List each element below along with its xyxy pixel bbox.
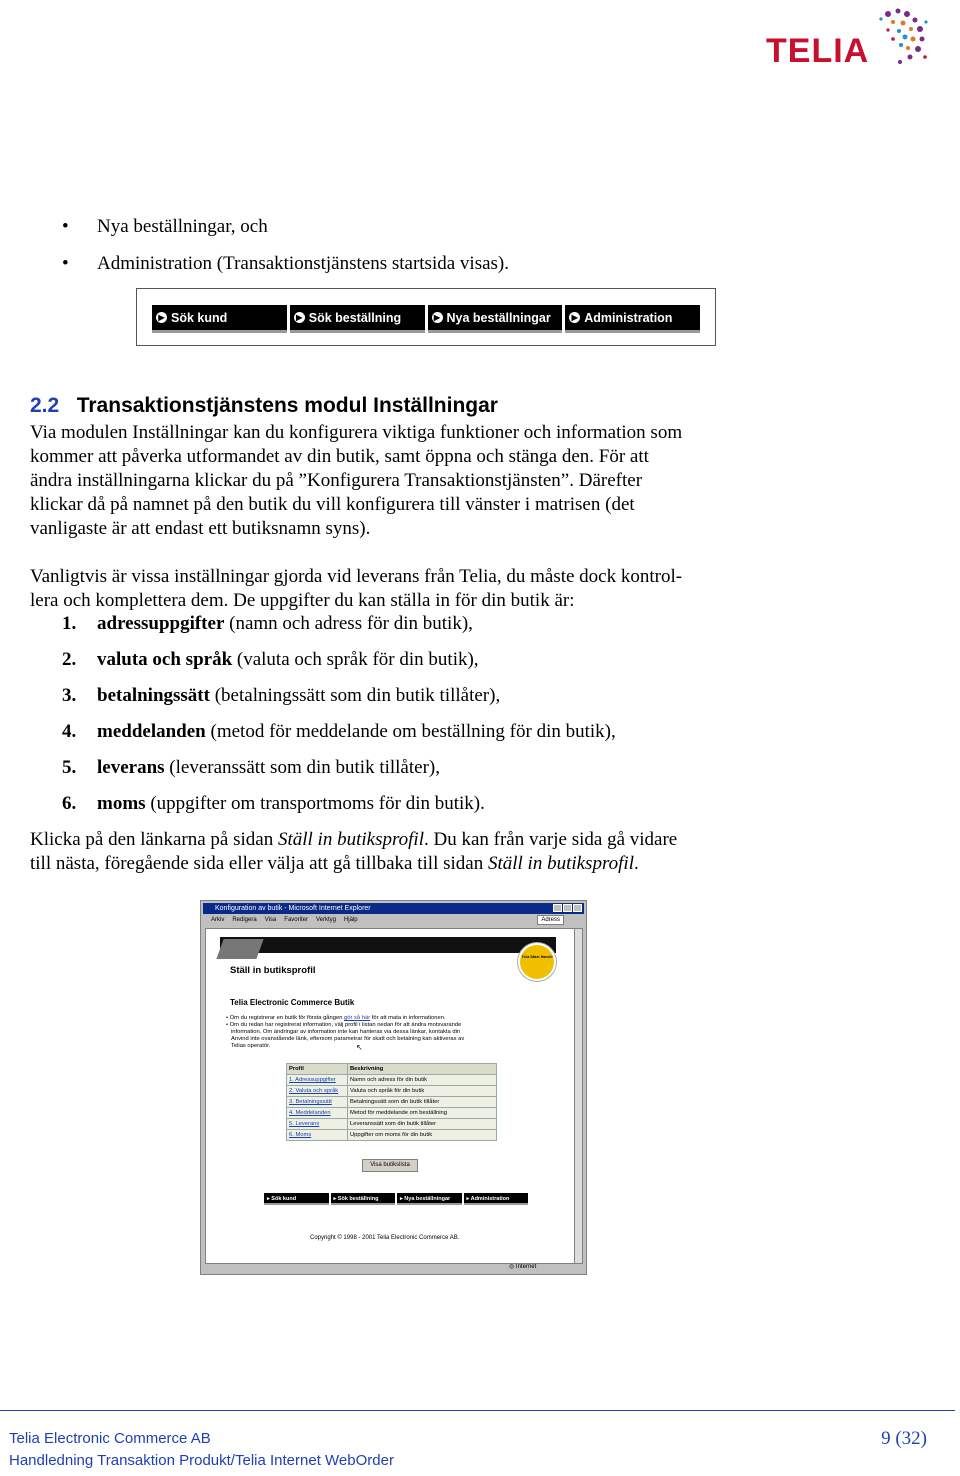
list-term: meddelanden: [97, 721, 206, 742]
status-zone: ◎ Internet: [509, 1264, 537, 1270]
info-line: • Om du registrerar en butik för första gången gör så här för att mata in informationen.: [226, 1015, 446, 1021]
menu-item-verktyg[interactable]: Verktyg: [315, 917, 336, 923]
text-line: vanligaste är att endast ett butiksnamn syns).: [30, 518, 371, 539]
list-desc: (uppgifter om transportmoms för din butik).: [145, 793, 485, 814]
bullet-text: Administration (Transaktionstjänstens startsida visas).: [97, 253, 509, 274]
window-title: Konfiguration av butik - Microsoft Internet Explorer: [215, 905, 371, 912]
text-run: för att mata in informationen.: [370, 1015, 446, 1021]
nav-button-label: Nya beställningar: [446, 310, 551, 325]
browser-status-bar: [203, 1263, 584, 1272]
text-run: Om du redan har registrerat information, välj profil i listan nedan för att ändra motsvarande: [229, 1022, 462, 1028]
table-cell: Metod för meddelande om beställning: [348, 1108, 497, 1119]
nav-button-label: Sök kund: [271, 1196, 297, 1202]
profile-link[interactable]: 1. Adressuppgifter: [287, 1075, 348, 1086]
list-term: leverans: [97, 757, 165, 778]
table-cell: Leveranssätt som din butik tillåter: [348, 1119, 497, 1130]
menu-item-visa[interactable]: Visa: [264, 917, 277, 923]
menu-item-redigera[interactable]: Redigera: [232, 917, 257, 923]
navigation-bar: [152, 305, 700, 333]
page-title: Ställ in butiksprofil: [230, 965, 316, 976]
section-heading: [30, 394, 498, 418]
telia-seal-icon: [518, 943, 556, 981]
footer-company: Telia Electronic Commerce AB: [9, 1430, 211, 1447]
browser-page: [205, 928, 575, 1264]
list-desc: (betalningssätt som din butik tillåter),: [209, 685, 501, 706]
banner-image: [216, 939, 263, 959]
page-reference: Ställ in butiksprofil: [487, 853, 634, 874]
nav-button-label: Sök beställning: [308, 310, 402, 325]
footer-document-title: Handledning Transaktion Produkt/Telia Internet WebOrder: [9, 1452, 394, 1469]
show-shop-list-button[interactable]: Visa butikslista: [362, 1159, 418, 1172]
nav-button-sok-kund[interactable]: [152, 305, 287, 333]
table-row: [287, 1119, 497, 1130]
browser-screenshot: [200, 900, 587, 1275]
list-desc: (leveranssätt som din butik tillåter),: [164, 757, 440, 778]
nav-button-sok-kund[interactable]: ▸ Sök kund: [264, 1193, 329, 1205]
arrow-right-icon: ▶: [569, 312, 580, 323]
page-reference: Ställ in butiksprofil: [277, 829, 424, 850]
list-number: 3.: [62, 685, 77, 706]
profile-link[interactable]: 4. Meddelanden: [287, 1108, 348, 1119]
list-number: 2.: [62, 649, 77, 670]
info-line: Anvind inte ovanstående länk, eftersom parametrar för skatt och betalning kan aktiveras av: [231, 1036, 465, 1042]
address-label: Adress: [537, 915, 564, 925]
table-header-row: [287, 1064, 497, 1075]
list-number: 1.: [62, 613, 77, 634]
closing-paragraph: [30, 828, 760, 876]
table-row: [287, 1130, 497, 1141]
list-text: [97, 793, 485, 815]
menu-item-favoriter[interactable]: Favoriter: [284, 917, 308, 923]
text-run: Om du registrerar en butik för första gången: [229, 1015, 345, 1021]
menu-item-hjalp[interactable]: Hjälp: [343, 917, 358, 923]
minimize-icon[interactable]: [553, 904, 562, 912]
info-line: Telias operatör.: [231, 1043, 271, 1049]
profile-table: [286, 1063, 497, 1141]
table-cell: Namn och adress för din butik: [348, 1075, 497, 1086]
text-run: till nästa, föregående sida eller välja att gå tillbaka till sidan: [30, 853, 488, 874]
vertical-scrollbar[interactable]: [574, 928, 583, 1264]
table-cell: Uppgifter om moms för din butik: [348, 1130, 497, 1141]
bullet-text: Nya beställningar, och: [97, 216, 268, 237]
nav-button-label: Sök kund: [171, 310, 228, 325]
list-term: adressuppgifter: [97, 613, 225, 634]
table-row: [287, 1097, 497, 1108]
section-title: Transaktionstjänstens modul Inställningar: [76, 394, 498, 417]
arrow-right-icon: ▶: [432, 312, 443, 323]
list-text: [97, 613, 473, 635]
page-navigation-bar: [264, 1193, 528, 1205]
mouse-cursor-icon: ↖: [356, 1043, 363, 1052]
table-row: [287, 1086, 497, 1097]
section-number: 2.2: [30, 394, 60, 417]
page-number: 9 (32): [881, 1428, 927, 1449]
table-cell: Betalningssätt som din butik tillåter: [348, 1097, 497, 1108]
footer-rule: [0, 1410, 955, 1411]
text-line: lera och komplettera dem. De uppgifter du kan ställa in för din butik är:: [30, 590, 575, 611]
close-icon[interactable]: [573, 904, 582, 912]
table-cell: Valuta och språk för din butik: [348, 1086, 497, 1097]
list-desc: (namn och adress för din butik),: [224, 613, 473, 634]
copyright-text: Copyright © 1998 - 2001 Telia Electronic Commerce AB.: [310, 1235, 460, 1241]
bullet-icon: •: [62, 253, 69, 274]
menu-item-arkiv[interactable]: Arkiv: [211, 917, 225, 923]
profile-link[interactable]: 6. Moms: [287, 1130, 348, 1141]
browser-title-bar: [203, 903, 584, 914]
list-term: betalningssätt: [97, 685, 210, 706]
shop-name: Telia Electronic Commerce Butik: [230, 998, 355, 1007]
text-run: . Du kan från varje sida gå vidare: [424, 829, 678, 850]
intro-paragraph: [30, 421, 760, 541]
nav-button-sok-bestallning[interactable]: [290, 305, 425, 333]
list-desc: (valuta och språk för din butik),: [232, 649, 479, 670]
status-zone-label: Internet: [515, 1264, 537, 1270]
list-text: [97, 757, 440, 779]
info-line: information. Om ändringar av information inte kan hanteras via dessa länkar, kontakta din: [231, 1029, 461, 1035]
arrow-right-icon: ▶: [294, 312, 305, 323]
list-term: valuta och språk: [97, 649, 233, 670]
list-term: moms: [97, 793, 146, 814]
telia-logo: [760, 2, 950, 76]
list-text: [97, 649, 479, 671]
text-line: [30, 828, 760, 852]
table-header-cell: Beskrivning: [348, 1064, 497, 1075]
navigation-bar-figure: [136, 288, 716, 346]
nav-button-label: Administration: [584, 310, 673, 325]
browser-menu-bar: [203, 915, 584, 925]
settings-paragraph: [30, 565, 760, 613]
list-desc: (metod för meddelande om beställning för din butik),: [205, 721, 616, 742]
text-line: Vanligtvis är vissa inställningar gjorda vid leverans från Telia, du måste dock kontrol-: [30, 566, 683, 587]
text-run: .: [633, 853, 639, 874]
text-run: Klicka på den länkarna på sidan: [30, 829, 278, 850]
nav-button-nya-bestallningar[interactable]: [428, 305, 563, 333]
table-row: [287, 1075, 497, 1086]
nav-button-nya-bestallningar[interactable]: ▸ Nya beställningar: [397, 1193, 462, 1205]
maximize-icon[interactable]: [563, 904, 572, 912]
nav-button-label: Administration: [470, 1196, 510, 1202]
nav-button-sok-bestallning[interactable]: ▸ Sök beställning: [331, 1193, 396, 1205]
nav-button-administration[interactable]: ▸ Administration: [464, 1193, 529, 1205]
list-text: [97, 685, 500, 707]
profile-link[interactable]: 5. Leverans: [287, 1119, 348, 1130]
nav-button-label: Sök beställning: [337, 1196, 379, 1202]
arrow-right-icon: ▶: [156, 312, 167, 323]
list-number: 5.: [62, 757, 77, 778]
list-number: 6.: [62, 793, 77, 814]
list-number: 4.: [62, 721, 77, 742]
text-line: [30, 852, 760, 876]
profile-link[interactable]: 2. Valuta och språk: [287, 1086, 348, 1097]
page-banner: [220, 937, 556, 953]
bullet-icon: •: [62, 216, 69, 237]
table-row: [287, 1108, 497, 1119]
info-line: • Om du redan har registrerat information, välj profil i listan nedan för att ändra motsvarande: [226, 1022, 462, 1028]
list-text: [97, 721, 616, 743]
info-link[interactable]: gör så här: [344, 1015, 371, 1021]
text-line: kommer att påverka utformandet av din butik, samt öppna och stänga den. För att: [30, 446, 649, 467]
text-line: ändra inställningarna klickar du på ”Konfigurera Transaktionstjänsten”. Därefter: [30, 470, 643, 491]
nav-button-label: Nya beställningar: [404, 1196, 451, 1202]
seal-text: Telia Säker Handel: [521, 955, 553, 959]
nav-button-administration[interactable]: [565, 305, 700, 333]
logo-wordmark: TELIA: [766, 32, 870, 70]
text-line: Via modulen Inställningar kan du konfigurera viktiga funktioner och information som: [30, 422, 683, 443]
profile-link[interactable]: 3. Betalningssätt: [287, 1097, 348, 1108]
text-line: klickar då på namnet på den butik du vill konfigurera till vänster i matrisen (det: [30, 494, 635, 515]
table-header-cell: Profil: [287, 1064, 348, 1075]
info-text: [226, 1015, 464, 1050]
